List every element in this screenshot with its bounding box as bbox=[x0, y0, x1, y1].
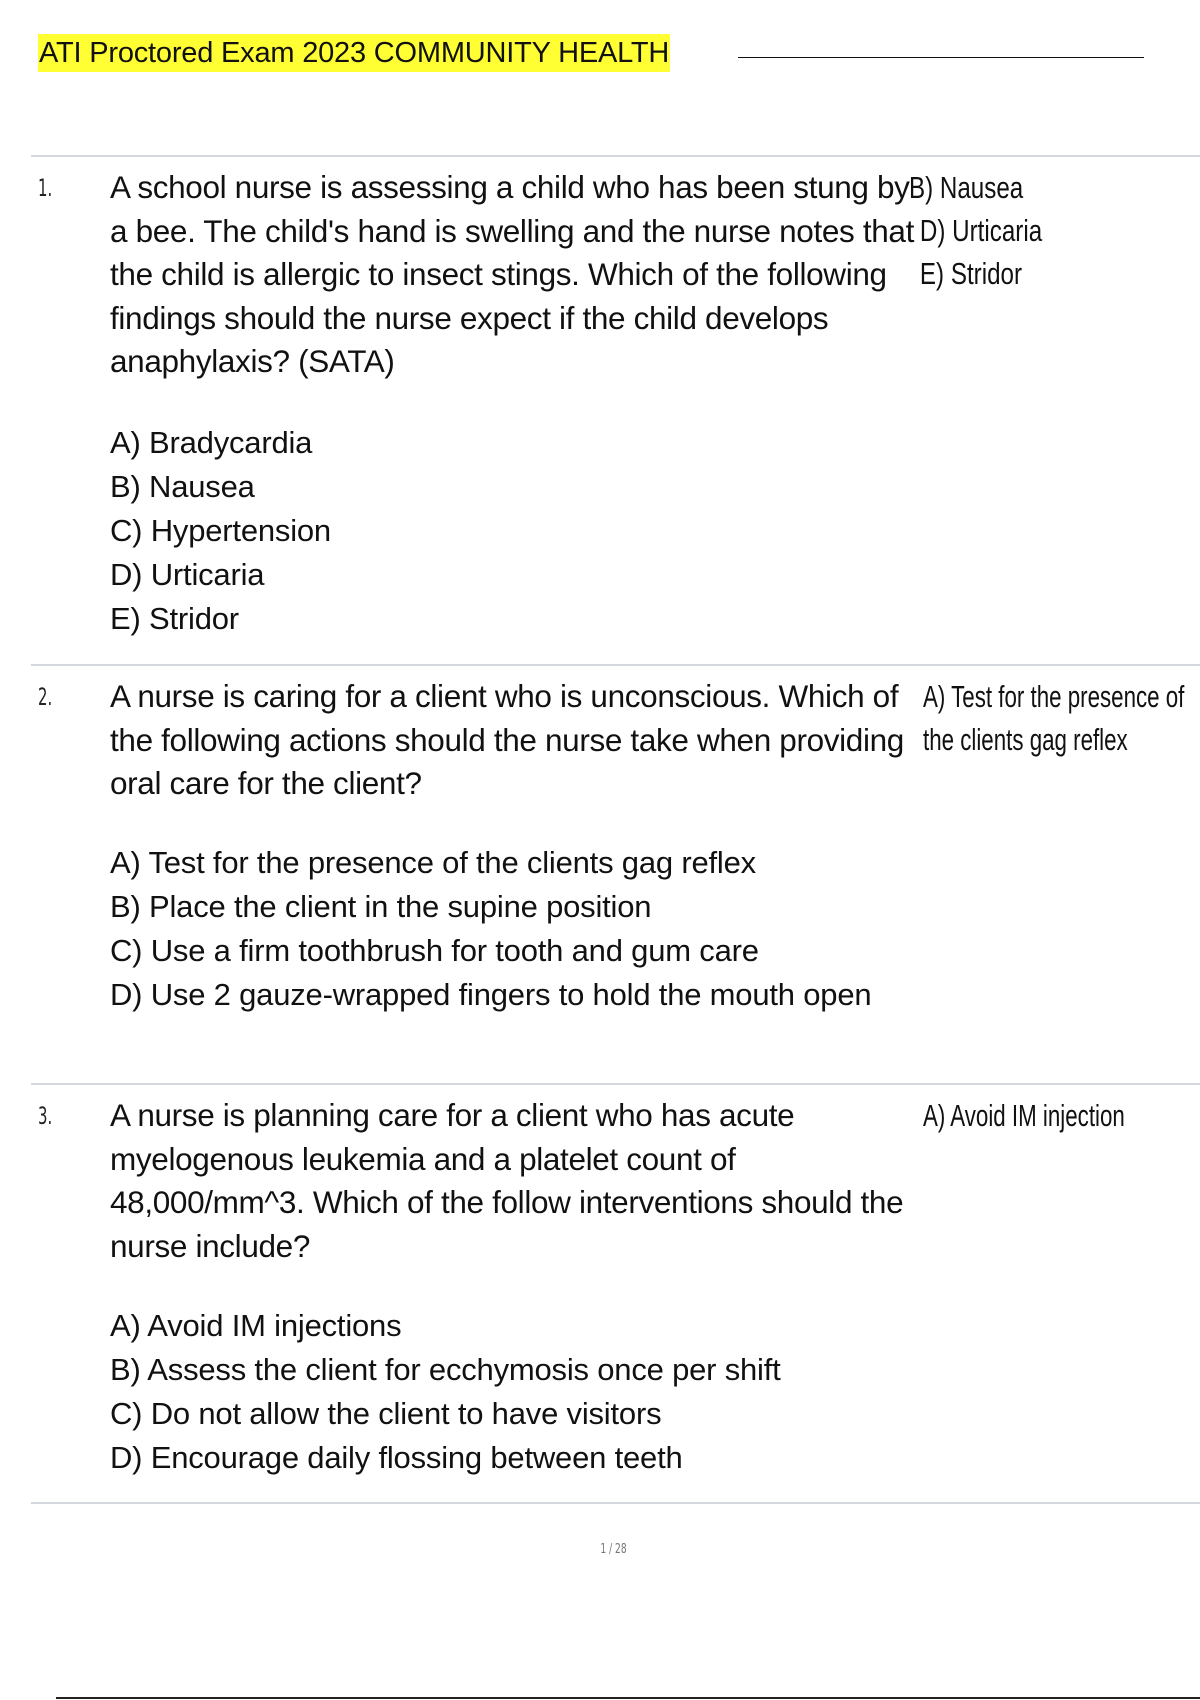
option: C) Use a firm toothbrush for tooth and gum care bbox=[110, 933, 759, 968]
option: D) Urticaria bbox=[110, 557, 265, 592]
divider bbox=[31, 1083, 1200, 1085]
option: B) Assess the client for ecchymosis once per shift bbox=[110, 1352, 781, 1387]
question-text: A nurse is caring for a client who is unconscious. Which of the following actions should the nurse take when providing oral care for the client? bbox=[110, 678, 904, 801]
option: A) Test for the presence of the clients gag reflex bbox=[110, 845, 756, 880]
page-header bbox=[38, 34, 1144, 74]
answer-key bbox=[923, 1094, 1200, 1137]
option: C) Do not allow the client to have visitors bbox=[110, 1396, 662, 1431]
option-list bbox=[110, 1304, 910, 1480]
page-indicator: 1 / 28 bbox=[600, 1542, 627, 1557]
divider bbox=[31, 155, 1200, 157]
option: B) Nausea bbox=[110, 469, 255, 504]
divider bbox=[31, 664, 1200, 666]
answer: E) Stridor bbox=[919, 256, 1023, 291]
page-title: ATI Proctored Exam 2023 COMMUNITY HEALTH bbox=[38, 34, 670, 72]
option-list bbox=[110, 841, 910, 1017]
question-number: 1. bbox=[38, 174, 53, 202]
title-rule bbox=[738, 57, 1144, 58]
option: B) Place the client in the supine position bbox=[110, 889, 652, 924]
answer: B) Nausea bbox=[909, 170, 1024, 205]
answer: A) Avoid IM injection bbox=[923, 1098, 1125, 1133]
question-number: 3. bbox=[38, 1102, 53, 1130]
question-number: 2. bbox=[38, 683, 53, 711]
question-text: A school nurse is assessing a child who has been stung by a bee. The child's hand is swelling and the nurse notes that the child is allergic to insect stings. Which of the following findings should the nurse expect if the child develops anaphylaxis? (SATA) bbox=[110, 169, 914, 379]
option: A) Bradycardia bbox=[110, 425, 313, 460]
answer: D) Urticaria bbox=[919, 213, 1043, 248]
answer-key bbox=[909, 166, 1200, 295]
answer: A) Test for the presence of bbox=[923, 679, 1185, 714]
option: D) Encourage daily flossing between teeth bbox=[110, 1440, 683, 1475]
bottom-rule bbox=[56, 1697, 1200, 1699]
answer: the clients gag reflex bbox=[923, 722, 1128, 757]
option: A) Avoid IM injections bbox=[110, 1308, 402, 1343]
answer-key bbox=[923, 675, 1200, 761]
question-text: A nurse is planning care for a client who has acute myelogenous leukemia and a platelet count of 48,000/mm^3. Which of the follow interventions should the nurse include? bbox=[110, 1097, 904, 1264]
option: D) Use 2 gauze-wrapped fingers to hold the mouth open bbox=[110, 977, 872, 1012]
option: C) Hypertension bbox=[110, 513, 331, 548]
divider bbox=[31, 1502, 1200, 1504]
option: E) Stridor bbox=[110, 601, 239, 636]
option-list bbox=[110, 421, 910, 641]
